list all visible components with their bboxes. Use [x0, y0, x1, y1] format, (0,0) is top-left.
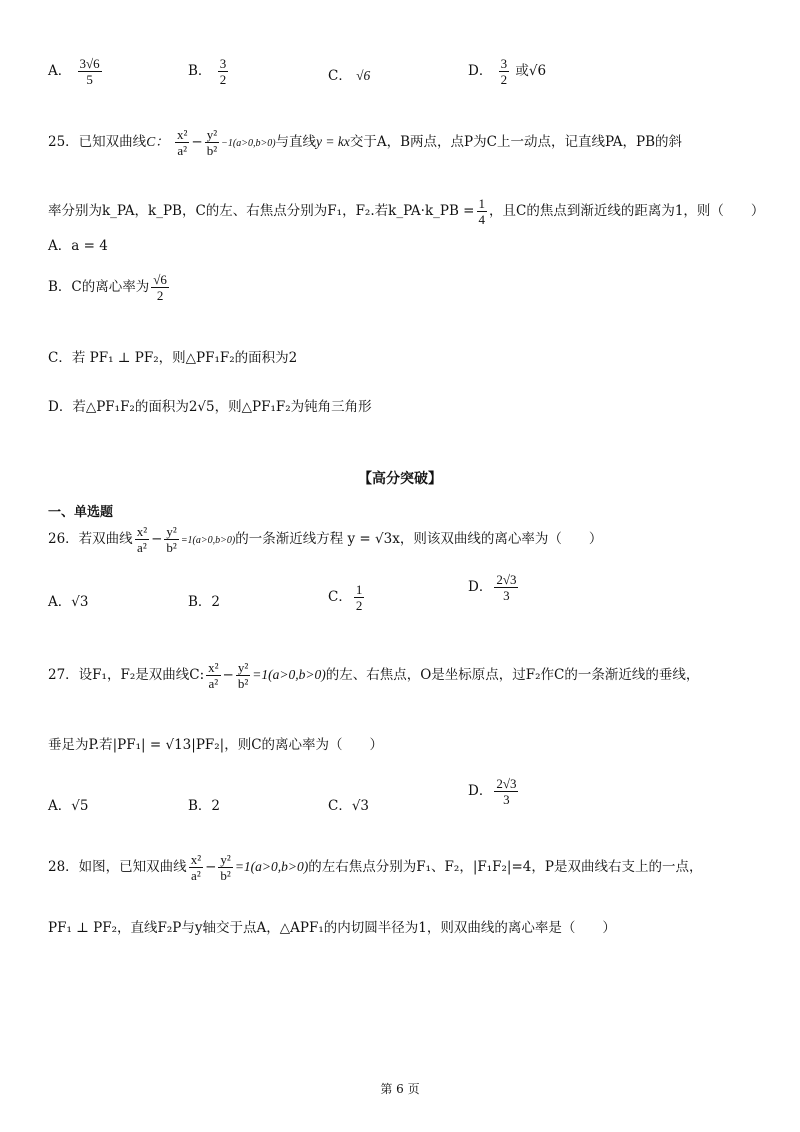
fraction: $\frac{\text{x²}}{\text{a²}}$	[208, 660, 219, 691]
q25-option-d: D．若△PF₁F₂的面积为2√5，则△PF₁F₂为钝角三角形	[48, 399, 372, 415]
option-value: √6	[356, 68, 371, 83]
q27-option-d	[468, 776, 520, 807]
q27-option-a: A．√5	[48, 798, 89, 814]
option-label: C．	[328, 68, 352, 84]
equation-tail: =1(a>0,b>0)	[180, 535, 236, 546]
q27-line-1: 27．设F₁，F₂是双曲线C: $\frac{\text{x²}}{\text{a²}}$ − $\frac{\text{y²}}{\text{b²}}$ =1(a>0,b>0)的左、右焦点，O是坐标原点，过F₂作C的一条渐近线的垂线，	[48, 660, 700, 691]
equation-tail: −1(a>0,b>0)	[221, 138, 276, 149]
q25-option-a: A．a = 4	[48, 238, 108, 254]
question-text: 26．若双曲线	[48, 531, 133, 547]
q26-option-b: B．2	[188, 594, 221, 610]
q25-option-c: C．若 PF₁ ⊥ PF₂，则△PF₁F₂的面积为2	[48, 350, 298, 366]
q24-option-c	[328, 66, 370, 86]
option-label: C．	[328, 589, 352, 605]
fraction: $\frac{\text{x²}}{\text{a²}}$	[190, 852, 202, 883]
q24-option-a	[48, 56, 104, 87]
fraction: $\frac{\text{y²}}{\text{b²}}$	[206, 127, 218, 158]
fraction: $\frac{2√3}{3}$	[496, 776, 517, 807]
question-text: ，且C的焦点到渐近线的距离为1，则（ ）	[489, 203, 765, 219]
fraction: $\frac{1}{2}$	[355, 582, 363, 613]
q28-line-2: PF₁ ⊥ PF₂，直线F₂P与y轴交于点A，△APF₁的内切圆半径为1，则双曲线的离心率是（ ）	[48, 920, 616, 936]
fraction: $\frac{\text{x²}}{\text{a²}}$	[136, 524, 148, 555]
fraction: $\frac{1}{4}$	[478, 196, 485, 227]
fraction: $\frac{3}{2}$	[500, 56, 508, 87]
option-label: B．	[188, 63, 212, 79]
q26-option-a: A．√3	[48, 594, 89, 610]
option-label: D．	[468, 783, 493, 799]
equation-tail: =1(a>0,b>0)	[234, 859, 309, 874]
fraction: $\frac{3√6}{5}$	[79, 56, 100, 87]
q27-option-c: C．√3	[328, 798, 370, 814]
fraction: $\frac{3}{2}$	[219, 56, 227, 87]
equation-tail: =1(a>0,b>0)	[252, 667, 326, 682]
q24-option-d	[468, 56, 546, 87]
fraction: $\frac{2√3}{3}$	[496, 572, 517, 603]
question-text: 的左右焦点分别为F₁、F₂，|F₁F₂|=4，P是双曲线右支上的一点，	[308, 859, 703, 875]
q27-option-b: B．2	[188, 798, 221, 814]
fraction: $\frac{√6}{2}$	[153, 272, 167, 303]
question-text: 28．如图，已知双曲线	[48, 859, 187, 875]
q26-line-1: 26．若双曲线 $\frac{\text{x²}}{\text{a²}}$ − $\frac{\text{y²}}{\text{b²}}$ =1(a>0,b>0)的一条渐近线方程 y = √3x，则该双曲线的离心率为（ ）	[48, 524, 603, 555]
line-equation: y = kx	[316, 134, 350, 149]
option-text: B．C的离心率为	[48, 279, 150, 295]
question-text: 交于A，B两点，点P为C上一动点，记直线PA，PB的斜	[349, 134, 683, 150]
section-title: 【高分突破】	[358, 471, 442, 487]
question-text: 与直线	[275, 134, 317, 150]
question-text: 率分别为k_PA，k_PB，C的左、右焦点分别为F₁，F₂.若k_PA·k_PB =	[48, 203, 475, 219]
fraction: $\frac{\text{y²}}{\text{b²}}$	[237, 660, 249, 691]
fraction: $\frac{\text{y²}}{\text{b²}}$	[166, 524, 177, 555]
q27-line-2: 垂足为P.若|PF₁| = √13|PF₂|，则C的离心率为（ ）	[48, 737, 384, 753]
question-text: 的左、右焦点，O是坐标原点，过F₂作C的一条渐近线的垂线，	[325, 667, 700, 683]
fraction: $\frac{\text{y²}}{\text{b²}}$	[220, 852, 231, 883]
option-label: D．	[468, 579, 493, 595]
q25-option-b	[48, 272, 171, 303]
option-value: 或√6	[515, 63, 547, 79]
q25-line-1: 25．已知双曲线C： $\frac{\text{x²}}{\text{a²}}$ − $\frac{\text{y²}}{\text{b²}}$ −1(a>0,b>0)与直线y = kx交于A，B两点，点P为C上一动点，记直线PA，PB的斜	[48, 127, 683, 158]
q26-option-d	[468, 572, 520, 603]
curve-name: C：	[146, 134, 169, 149]
q26-option-c	[328, 582, 366, 613]
option-label: A．	[48, 63, 72, 79]
q24-option-b	[188, 56, 230, 87]
subsection-title: 一、单选题	[48, 505, 114, 520]
option-label: D．	[468, 63, 493, 79]
question-text: 的一条渐近线方程 y = √3x，则该双曲线的离心率为（ ）	[235, 531, 603, 547]
question-text: 25．已知双曲线	[48, 134, 147, 150]
q28-line-1: 28．如图，已知双曲线 $\frac{\text{x²}}{\text{a²}}$ − $\frac{\text{y²}}{\text{b²}}$ =1(a>0,b>0)的左右焦点分别为F₁、F₂，|F₁F₂|=4，P是双曲线右支上的一点，	[48, 852, 703, 883]
page-number: 第 6 页	[380, 1082, 420, 1096]
question-text: 27．设F₁，F₂是双曲线C:	[48, 667, 205, 683]
q25-line-2	[48, 196, 765, 227]
fraction: $\frac{\text{x²}}{\text{a²}}$	[177, 127, 188, 158]
